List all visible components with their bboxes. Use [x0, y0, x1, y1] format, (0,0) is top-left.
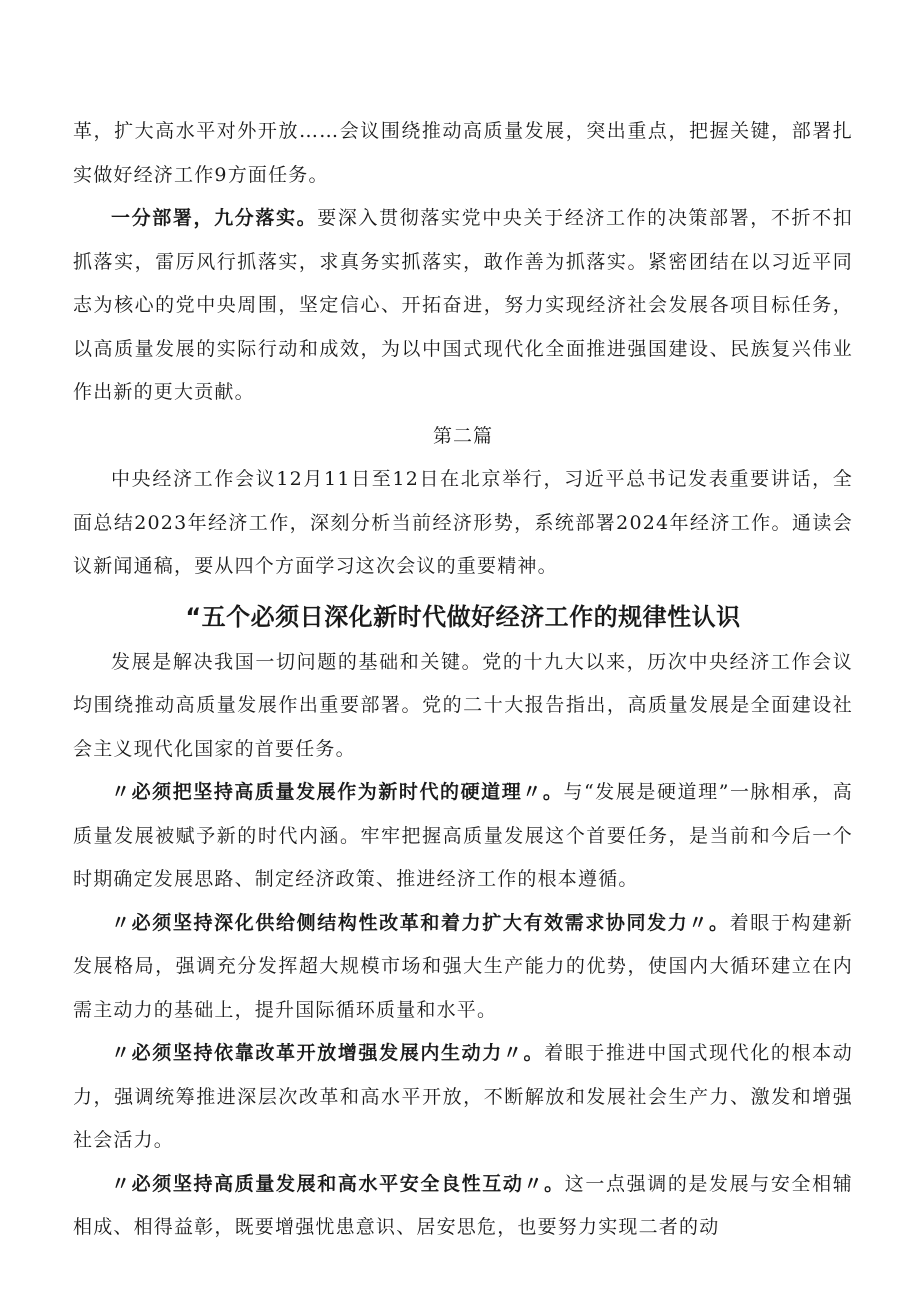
- document-page: [73, 110, 853, 1250]
- paragraph-text: 中央经济工作会议12月11日至12日在北京举行，习近平总书记发表重要讲话，全面总结2023年经济工作，深刻分析当前经济形势，系统部署2024年经济工作。通读会议新闻通稿，要从四个方面学习这次会议的重要精神。: [73, 468, 853, 577]
- paragraph-text: 革，扩大高水平对外开放……会议围绕推动高质量发展，突出重点，把握关键，部署扎实做好经济工作9方面任务。: [73, 120, 853, 186]
- paragraph-text: 发展是解决我国一切问题的基础和关键。党的十九大以来，历次中央经济工作会议均围绕推动高质量发展作出重要部署。党的二十大报告指出，高质量发展是全面建设社会主义现代化国家的首要任务。: [73, 650, 853, 760]
- paragraph-must-1: [73, 771, 853, 902]
- paragraph-lead: 〃必须把坚持高质量发展作为新时代的硬道理〃。: [111, 781, 564, 803]
- paragraph-text: 与“发展是硬道理”一脉相承，高质量发展被赋予新的时代内涵。牢牢把握高质量发展这个首要任务，是当前和今后一个时期确定发展思路、制定经济政策、推进经济工作的根本遵循。: [73, 781, 853, 890]
- main-heading: “五个必须日深化新时代做好经济工作的规律性认识: [185, 602, 741, 631]
- paragraph-development: [73, 641, 853, 772]
- paragraph-text: 着眼于构建新发展格局，强调充分发挥超大规模市场和强大生产能力的优势，使国内大循环建立在内需主动力的基础上，提升国际循环质量和水平。: [73, 911, 853, 1021]
- paragraph-meeting-intro: [73, 458, 853, 589]
- paragraph-lead: 〃必须坚持深化供给侧结构性改革和着力扩大有效需求协同发力〃。: [111, 911, 730, 934]
- paragraph-must-3: [73, 1032, 853, 1163]
- paragraph-must-2: [73, 902, 853, 1033]
- paragraph-text: 这一点强调的是发展与安全相辅相成、相得益彰，既要增强忧患意识、居安思危，也要努力实现二者的动: [73, 1172, 853, 1238]
- paragraph-implementation: [73, 197, 853, 415]
- paragraph-text: 着眼于推进中国式现代化的根本动力，强调统筹推进深层次改革和高水平开放，不断解放和发展社会生产力、激发和增强社会活力。: [73, 1042, 853, 1151]
- paragraph-lead: 〃必须坚持依靠改革开放增强发展内生动力〃。: [111, 1042, 545, 1064]
- paragraph-continuation: [73, 110, 853, 197]
- paragraph-lead: 〃必须坚持高质量发展和高水平安全良性互动〃。: [111, 1172, 565, 1195]
- paragraph-must-4: [73, 1163, 853, 1250]
- section-title: 第二篇: [432, 424, 493, 447]
- paragraph-lead: 一分部署，九分落实。: [111, 207, 318, 229]
- paragraph-text: 要深入贯彻落实党中央关于经济工作的决策部署，不折不扣抓落实，雷厉风行抓落实，求真务实抓落实，敢作善为抓落实。紧密团结在以习近平同志为核心的党中央周围，坚定信心、开拓奋进，努力实现经济社会发展各项目标任务，以高质量发展的实际行动和成效，为以中国式现代化全面推进强国建设、民族复兴伟业作出新的更大贡献。: [73, 207, 853, 403]
